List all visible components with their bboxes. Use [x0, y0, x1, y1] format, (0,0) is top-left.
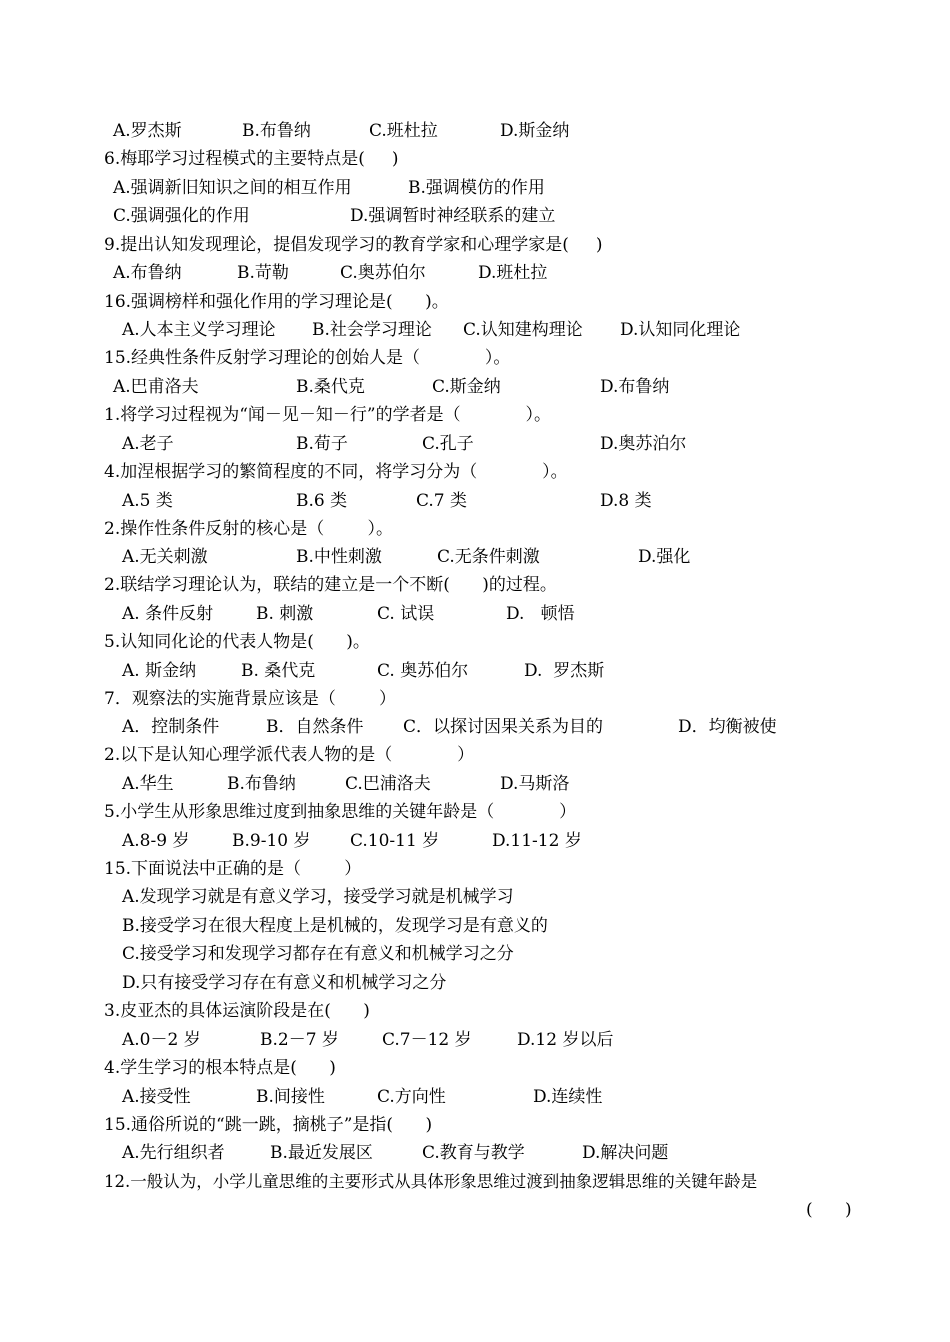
option-d: D. 顿悟: [506, 604, 575, 624]
option-d: D.强调暂时神经联系的建立: [350, 206, 556, 226]
option-c: C.教育与教学: [422, 1143, 525, 1163]
option-d: D.强化: [638, 547, 691, 567]
option-c: C.接受学习和发现学习都存在有意义和机械学习之分: [122, 944, 514, 964]
option-b: B. 刺激: [256, 604, 314, 624]
option-a: A.5 类: [122, 491, 173, 511]
option-d: D.马斯洛: [500, 774, 570, 794]
option-c: C.7 类: [416, 491, 468, 511]
option-a: A.巴甫洛夫: [113, 377, 199, 397]
option-d: D.只有接受学习存在有意义和机械学习之分: [122, 973, 447, 993]
option-b: B.布鲁纳: [242, 121, 311, 141]
option-b: B.间接性: [256, 1087, 325, 1107]
question-stem: 16.强调榜样和强化作用的学习理论是( )。: [104, 292, 449, 312]
option-d: D. 罗杰斯: [524, 661, 605, 681]
question-stem: 5.认知同化论的代表人物是( )。: [104, 632, 370, 652]
option-d: D.11-12 岁: [492, 831, 582, 851]
option-b: B.2－7 岁: [260, 1030, 339, 1050]
option-c: C.强调强化的作用: [113, 206, 250, 226]
option-a: A.接受性: [122, 1087, 191, 1107]
question-stem: 6.梅耶学习过程模式的主要特点是( ): [104, 149, 399, 169]
option-d: D.班杜拉: [478, 263, 548, 283]
question-stem: 15.通俗所说的“跳一跳，摘桃子”是指( ): [104, 1115, 433, 1135]
option-a: A.人本主义学习理论: [122, 320, 276, 340]
answer-blank: ( ): [806, 1200, 852, 1220]
option-b: B. 桑代克: [241, 661, 316, 681]
option-a: A.无关刺激: [122, 547, 208, 567]
question-stem: 2.操作性条件反射的核心是（ ）。: [104, 519, 393, 539]
question-stem: 15.经典性条件反射学习理论的创始人是（ ）。: [104, 348, 511, 368]
option-d: D.解决问题: [582, 1143, 669, 1163]
option-c: C.班杜拉: [369, 121, 438, 141]
option-b: B.最近发展区: [270, 1143, 373, 1163]
question-stem: 15.下面说法中正确的是（ ）: [104, 859, 362, 879]
option-d: D.12 岁以后: [517, 1030, 614, 1050]
option-a: A. 斯金纳: [122, 661, 197, 681]
option-a: A.发现学习就是有意义学习，接受学习就是机械学习: [122, 887, 514, 907]
option-b: B.桑代克: [296, 377, 365, 397]
option-a: A.8-9 岁: [122, 831, 190, 851]
option-a: A.罗杰斯: [113, 121, 182, 141]
option-b: B.6 类: [296, 491, 348, 511]
question-stem: 3.皮亚杰的具体运演阶段是在( ): [104, 1001, 370, 1021]
option-c: C.巴浦洛夫: [345, 774, 431, 794]
option-b: B.布鲁纳: [227, 774, 296, 794]
option-d: D.布鲁纳: [600, 377, 670, 397]
option-c: C．以探讨因果关系为目的: [403, 717, 604, 737]
option-b: B.9-10 岁: [232, 831, 311, 851]
option-a: A.布鲁纳: [113, 263, 182, 283]
option-b: B.苛勒: [237, 263, 289, 283]
option-b: B.荀子: [296, 434, 348, 454]
option-c: C.方向性: [377, 1087, 446, 1107]
question-stem: 7．观察法的实施背景应该是（ ）: [104, 689, 397, 709]
option-a: A．控制条件: [122, 717, 220, 737]
option-c: C. 奥苏伯尔: [377, 661, 469, 681]
option-b: B.社会学习理论: [312, 320, 432, 340]
option-d: D.斯金纳: [500, 121, 570, 141]
question-stem: 5.小学生从形象思维过度到抽象思维的关键年龄是（ ）: [104, 802, 577, 822]
option-b: B.强调模仿的作用: [408, 178, 545, 198]
question-stem: 4.学生学习的根本特点是( ): [104, 1058, 336, 1078]
question-stem: 12.一般认为，小学儿童思维的主要形式从具体形象思维过渡到抽象逻辑思维的关键年龄是: [104, 1172, 758, 1191]
option-a: A.0－2 岁: [122, 1030, 201, 1050]
option-c: C.孔子: [422, 434, 474, 454]
option-a: A. 条件反射: [122, 604, 214, 624]
option-d: D.8 类: [600, 491, 652, 511]
option-d: D．均衡被使: [678, 717, 777, 737]
option-a: A.先行组织者: [122, 1143, 225, 1163]
option-a: A.华生: [122, 774, 174, 794]
option-b: B．自然条件: [266, 717, 364, 737]
question-stem: 4.加涅根据学习的繁简程度的不同，将学习分为（ ）。: [104, 462, 568, 482]
question-stem: 2.联结学习理论认为，联结的建立是一个不断( )的过程。: [104, 575, 557, 595]
option-d: D.认知同化理论: [620, 320, 741, 340]
option-a: A.强调新旧知识之间的相互作用: [113, 178, 352, 198]
option-c: C.认知建构理论: [463, 320, 583, 340]
option-c: C. 试误: [377, 604, 435, 624]
option-a: A.老子: [122, 434, 174, 454]
option-c: C.斯金纳: [432, 377, 501, 397]
option-c: C.奥苏伯尔: [340, 263, 426, 283]
option-c: C.7－12 岁: [382, 1030, 472, 1050]
option-c: C.10-11 岁: [350, 831, 440, 851]
question-stem: 2.以下是认知心理学派代表人物的是（ ）: [104, 745, 475, 765]
option-b: B.中性刺激: [296, 547, 382, 567]
option-d: D.奥苏泊尔: [600, 434, 687, 454]
question-stem: 9.提出认知发现理论，提倡发现学习的教育学家和心理学家是( ): [104, 235, 603, 255]
option-c: C.无条件刺激: [437, 547, 540, 567]
option-d: D.连续性: [533, 1087, 603, 1107]
option-b: B.接受学习在很大程度上是机械的，发现学习是有意义的: [122, 916, 548, 936]
question-stem: 1.将学习过程视为“闻－见－知－行”的学者是（ ）。: [104, 405, 551, 425]
